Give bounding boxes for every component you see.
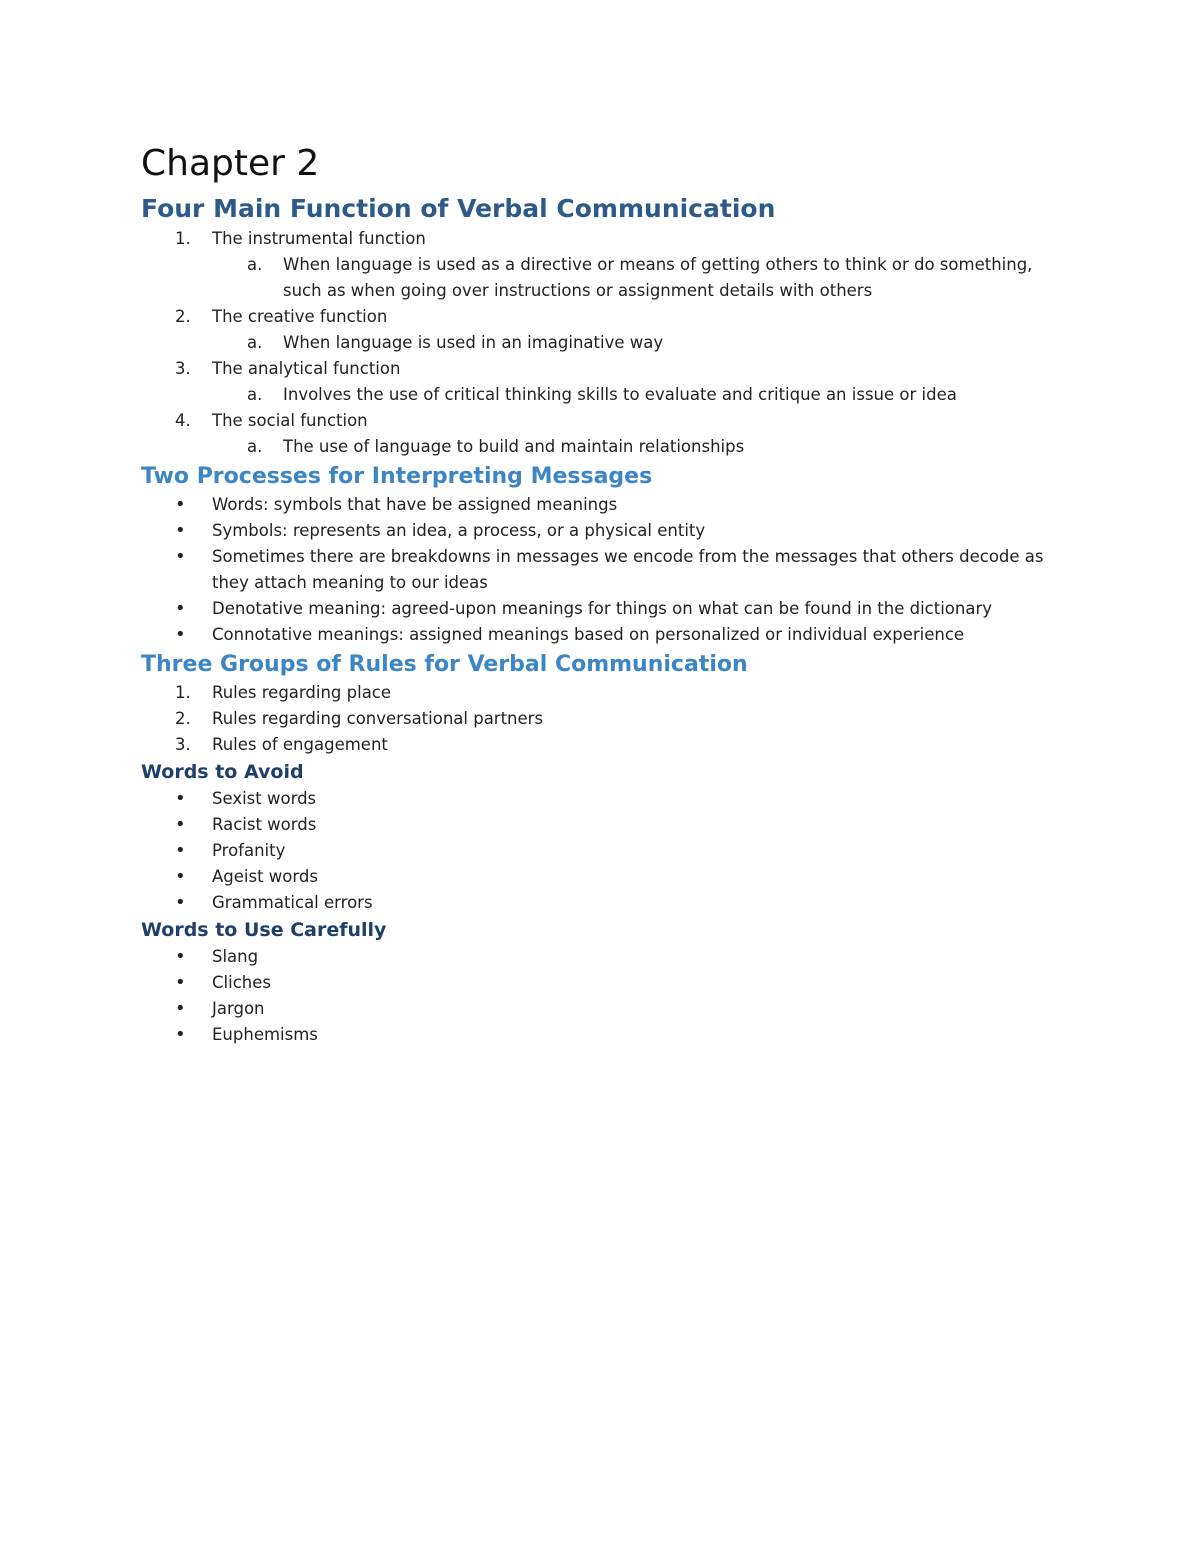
list-item-text: Grammatical errors <box>212 893 373 912</box>
bullet-icon: • <box>175 866 186 887</box>
list-item-text: Rules regarding place <box>212 683 392 702</box>
list-item <box>141 226 1070 252</box>
bullet-icon: • <box>175 998 186 1019</box>
list-item-text: Rules regarding conversational partners <box>212 709 544 728</box>
list-item <box>141 812 1070 838</box>
list-number: 4. <box>175 411 191 430</box>
bullet-icon: • <box>175 892 186 913</box>
list-item <box>141 356 1070 382</box>
list-number: 2. <box>175 307 191 326</box>
sub-list-item-text: When language is used in an imaginative way <box>283 333 664 352</box>
list-item <box>141 304 1070 330</box>
list-item <box>141 408 1070 434</box>
list-item-text: Sexist words <box>212 789 317 808</box>
list-number: 2. <box>175 709 191 728</box>
list-item <box>141 596 1070 622</box>
list-item-text: Slang <box>212 947 259 966</box>
list-item <box>141 786 1070 812</box>
list-item <box>141 970 1070 996</box>
bullet-icon: • <box>175 494 186 515</box>
list-item-text: The social function <box>212 411 368 430</box>
bullet-icon: • <box>175 814 186 835</box>
list-number: 3. <box>175 735 191 754</box>
list-item <box>141 544 1070 596</box>
list-item <box>141 492 1070 518</box>
bullet-icon: • <box>175 788 186 809</box>
bullet-icon: • <box>175 840 186 861</box>
list-item-text: Denotative meaning: agreed-upon meanings for things on what can be found in the dictionary <box>212 599 993 618</box>
sub-list-item-text: The use of language to build and maintain relationships <box>283 437 745 456</box>
list-number: 1. <box>175 229 191 248</box>
functions-list <box>141 226 1070 460</box>
bullet-icon: • <box>175 946 186 967</box>
list-item-text: Connotative meanings: assigned meanings based on personalized or individual experience <box>212 625 965 644</box>
bullet-icon: • <box>175 546 186 567</box>
list-item <box>141 890 1070 916</box>
list-item-text: Jargon <box>212 999 265 1018</box>
bullet-icon: • <box>175 972 186 993</box>
section-heading-functions: Four Main Function of Verbal Communication <box>141 194 776 223</box>
list-item <box>141 622 1070 648</box>
processes-list <box>141 492 1070 648</box>
list-item-text: Words: symbols that have be assigned meanings <box>212 495 618 514</box>
list-item-text: Symbols: represents an idea, a process, or a physical entity <box>212 521 706 540</box>
words-to-use-carefully-list <box>141 944 1070 1048</box>
section-heading-words-to-avoid: Words to Avoid <box>141 761 304 783</box>
list-item <box>141 518 1070 544</box>
sub-list-item <box>141 382 1070 408</box>
words-to-avoid-list <box>141 786 1070 916</box>
bullet-icon: • <box>175 1024 186 1045</box>
sub-list-item <box>141 434 1070 460</box>
list-item-text: The instrumental function <box>212 229 426 248</box>
list-number: 3. <box>175 359 191 378</box>
list-item-text: The creative function <box>212 307 388 326</box>
sub-list-item-text: Involves the use of critical thinking skills to evaluate and critique an issue or idea <box>283 385 957 404</box>
bullet-icon: • <box>175 624 186 645</box>
list-item-text: Rules of engagement <box>212 735 388 754</box>
section-heading-rules: Three Groups of Rules for Verbal Communication <box>141 652 748 677</box>
list-item-text: Racist words <box>212 815 317 834</box>
list-item <box>141 838 1070 864</box>
list-item-text: Ageist words <box>212 867 318 886</box>
list-item <box>141 996 1070 1022</box>
section-heading-processes: Two Processes for Interpreting Messages <box>141 464 653 489</box>
list-item-text: Euphemisms <box>212 1025 318 1044</box>
sub-list-item-text: When language is used as a directive or means of getting others to think or do something, such as when going over instructions or assignment details with others <box>283 255 1033 300</box>
sub-list-marker: a. <box>247 333 263 352</box>
list-item <box>141 706 1070 732</box>
list-item-text: The analytical function <box>212 359 401 378</box>
sub-list-marker: a. <box>247 437 263 456</box>
rules-list <box>141 680 1070 758</box>
sub-list-item <box>141 252 1070 304</box>
list-item <box>141 732 1070 758</box>
sub-list-item <box>141 330 1070 356</box>
section-heading-words-to-use-carefully: Words to Use Carefully <box>141 919 387 941</box>
sub-list-marker: a. <box>247 385 263 404</box>
bullet-icon: • <box>175 598 186 619</box>
list-item-text: Sometimes there are breakdowns in messages we encode from the messages that others decode as they attach meaning to our ideas <box>212 547 1044 592</box>
list-item <box>141 864 1070 890</box>
list-item <box>141 680 1070 706</box>
list-item <box>141 1022 1070 1048</box>
list-item-text: Cliches <box>212 973 271 992</box>
list-item-text: Profanity <box>212 841 286 860</box>
list-item <box>141 944 1070 970</box>
bullet-icon: • <box>175 520 186 541</box>
sub-list-marker: a. <box>247 255 263 274</box>
list-number: 1. <box>175 683 191 702</box>
chapter-title: Chapter 2 <box>141 143 320 184</box>
